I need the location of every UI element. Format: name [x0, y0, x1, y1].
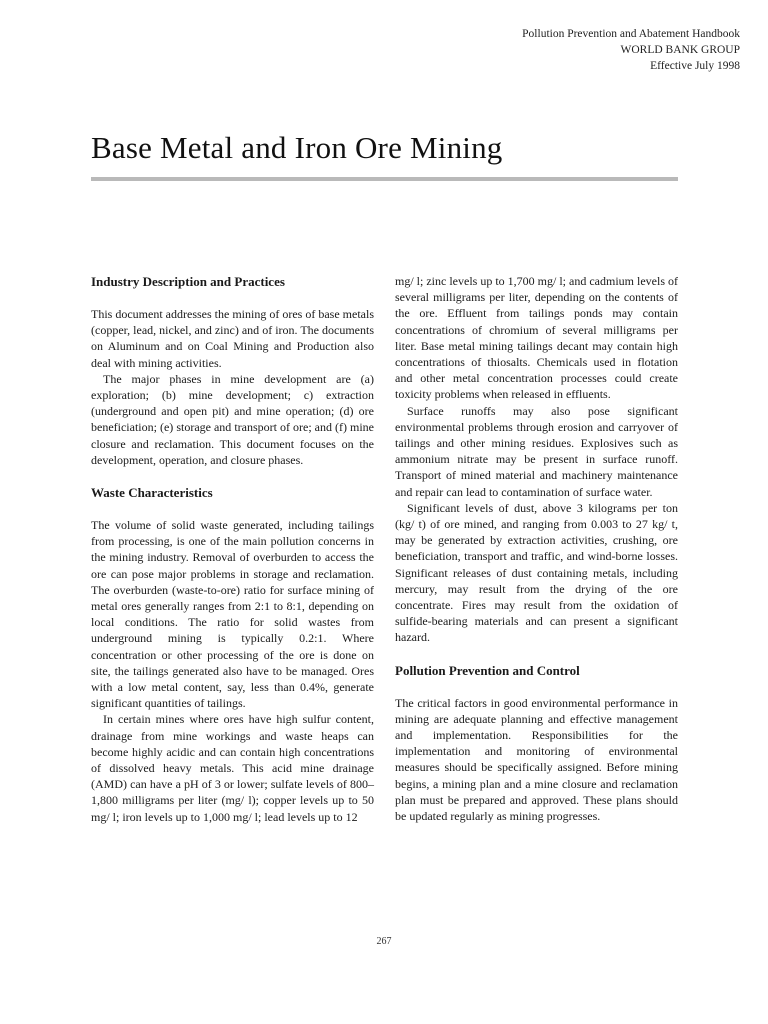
- section-heading-industry-description: Industry Description and Practices: [91, 274, 285, 289]
- header-handbook-title: Pollution Prevention and Abatement Handbook: [522, 28, 740, 40]
- paragraph-critical-factors: The critical factors in good environmental performance in mining are adequate planning and effective management and implementation. Responsibilities for the implementation and monitoring of environmental measures should be specifically assigned. Before mining begins, a mining plan and a mine closure and reclamation plan must be prepared and approved. These plans should be updated regularly as mining progresses.: [395, 695, 678, 824]
- right-column: [395, 273, 678, 824]
- paragraph-scope: This document addresses the mining of ores of base metals (copper, lead, nickel, and zinc) and of iron. The documents on Aluminum and on Coal Mining and Production also deal with mining activities.: [91, 307, 374, 370]
- paragraph-surface-runoff: Surface runoffs may also pose significant environmental problems through erosion and carryover of tailings and other mining residues. Explosives such as ammonium nitrate may be present in surface runoff. Transport of mined material and machinery maintenance and repair can lead to contamination of surface water.: [395, 403, 678, 499]
- left-column: [91, 273, 374, 825]
- page-number: 267: [376, 936, 392, 947]
- section-heading-pollution-prevention: Pollution Prevention and Control: [395, 662, 580, 678]
- document-title: Base Metal and Iron Ore Mining: [91, 130, 503, 165]
- running-header: [522, 26, 740, 74]
- title-underline-rule: [91, 177, 678, 181]
- paragraph-phases: The major phases in mine development are (a) exploration; (b) mine development; c) extraction (underground and open pit) and mine operation; (d) ore beneficiation; (e) storage and transport of ore; and (f) mine closure and reclamation. This document focuses on the development, operation, and closure phases.: [91, 371, 374, 467]
- paragraph-solid-waste: The volume of solid waste generated, including tailings from processing, is one of the main pollution concerns in the mining industry. Removal of overburden to access the ore can pose major problems in storage and reclamation. The overburden (waste-to-ore) ratio for surface mining of metal ores generally ranges from 2:1 to 8:1, depending on local conditions. The ratio for solid wastes from underground mining is typically 0.2:1. Where concentration or other processing of the ore is done on site, the tailings generated also have to be managed. Ores with a low metal content, say, less than 0.4%, generate significant quantities of tailings.: [91, 518, 374, 711]
- section-heading-waste-characteristics: Waste Characteristics: [91, 485, 213, 501]
- paragraph-dust: Significant levels of dust, above 3 kilograms per ton (kg/ t) of ore mined, and ranging from 0.003 to 27 kg/ t, may be generated by extraction activities, crushing, ore beneficiation, transport and traffic, and wind-borne losses. Significant releases of dust containing metals, including mercury, may result from the drying of the ore concentrate. Fires may result from the oxidation of sulfide-bearing materials and can present a significant hazard.: [395, 500, 678, 645]
- paragraph-effluent-continued: mg/ l; zinc levels up to 1,700 mg/ l; and cadmium levels of several milligrams per liter, depending on the contents of the ore. Effluent from tailings ponds may contain concentrations of chromium of several milligrams per liter. Base metal mining tailings decant may contain high concentrations of thiosalts. Chemicals used in flotation and other metal concentration processes could create toxicity problems when released in effluents.: [395, 274, 678, 402]
- header-effective-date: Effective July 1998: [650, 60, 740, 72]
- header-organization: WORLD BANK GROUP: [620, 44, 740, 56]
- paragraph-acid-drainage: In certain mines where ores have high sulfur content, drainage from mine workings and waste heaps can become highly acidic and can contain high concentrations of dissolved heavy metals. This acid mine drainage (AMD) can have a pH of 3 or lower; sulfate levels of 800–1,800 milligrams per liter (mg/ l); copper levels up to 50 mg/ l; iron levels up to 1,000 mg/ l; lead levels up to 12: [91, 712, 374, 824]
